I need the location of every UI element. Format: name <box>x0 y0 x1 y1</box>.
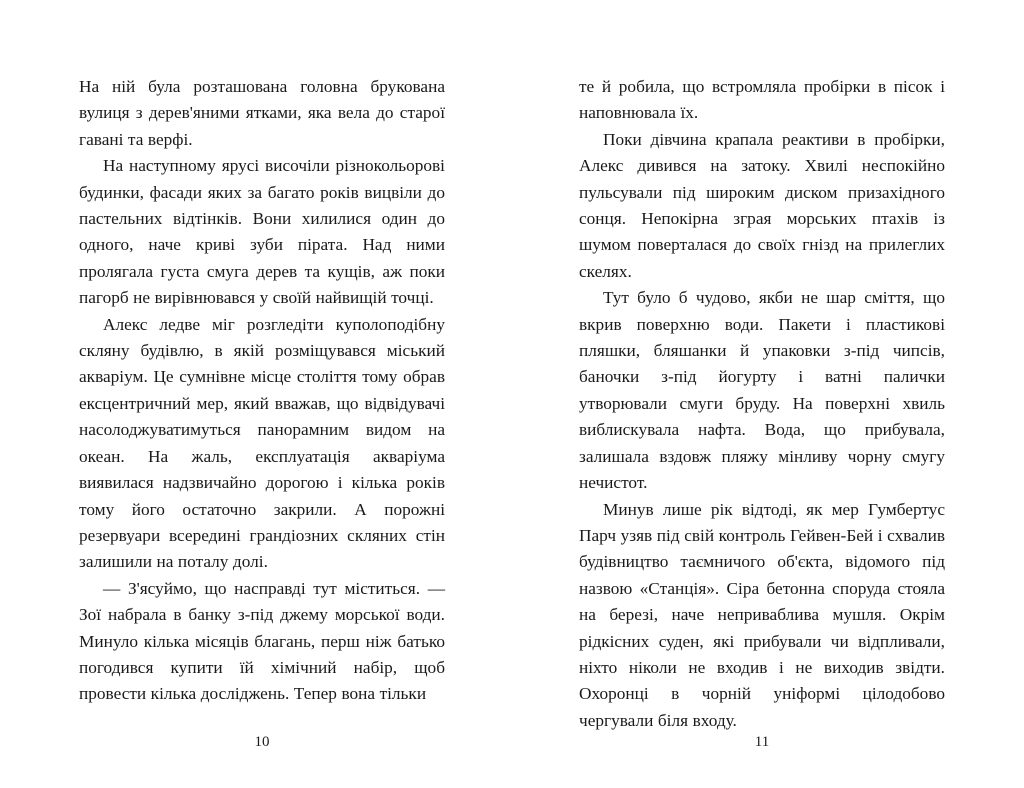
left-paragraph-3: Алекс ледве міг розгледіти куполоподібну скляну будівлю, в якій розміщувався міський акваріум. Це сумнівне місце століття тому обрав ексцентричний мер, який вважав, що відвідувачі насолоджуватимуться панорамним видом на океан. На жаль, експлуатація акваріума виявилася надзвичайно дорогою і кілька років тому його остаточно закрили. А порожні резервуари всередині грандіозних скляних стін залишили на поталу долі. <box>79 314 445 572</box>
left-paragraph-4: — З'ясуймо, що насправді тут міститься. — Зої набрала в банку з-під джему морської води. Минуло кілька місяців благань, перш ніж батько погодився купити їй хімічний набір, щоб провести кілька досліджень. Тепер вона тільки <box>79 578 445 704</box>
right-page <box>579 74 945 774</box>
right-page-number: 11 <box>754 734 770 750</box>
left-paragraph-2: На наступному ярусі височіли різнокольорові будинки, фасади яких за багато років вицвіли до пастельних відтінків. Вони хилилися один до одного, наче криві зуби пірата. Над ними пролягала густа смуга дерев та кущів, аж поки пагорб не вирівнювався у своїй найвищій точці. <box>79 156 445 308</box>
right-paragraph-4: Минув лише рік відтоді, як мер Гумбертус Парч узяв під свій контроль Гейвен-Бей і схвалив будівництво таємничого об'єкта, відомого під назвою «Станція». Сіра бетонна споруда стояла на березі, наче неприваблива мушля. Окрім рідкісних суден, які прибували чи відпливали, ніхто ніколи не входив і не виходив звідти. Охоронці в чорній уніформі цілодобово чергували біля входу. <box>579 499 945 730</box>
left-page-text <box>79 74 445 708</box>
right-paragraph-3: Тут було б чудово, якби не шар сміття, що вкрив поверхню води. Пакети і пластикові пляшки, бляшанки й упаковки з-під чипсів, баночки з-під йогурту і ватні палички утворювали смуги бруду. На поверхні хвиль виблискувала нафта. Вода, що прибувала, залишала вздовж пляжу мінливу чорну смугу нечистот. <box>579 288 945 493</box>
left-paragraph-1: На ній була розташована головна брукована вулиця з дерев'яними ятками, яка вела до старої гавані та верфі. <box>79 77 445 149</box>
left-page <box>79 74 445 774</box>
right-paragraph-1: те й робила, що встромляла пробірки в пісок і наповнювала їх. <box>579 77 945 123</box>
right-page-text <box>579 74 945 734</box>
left-page-number: 10 <box>254 734 270 750</box>
right-paragraph-2: Поки дівчина крапала реактиви в пробірки, Алекс дивився на затоку. Хвилі неспокійно пульсували під широким диском призахідного сонця. Непокірна зграя морських птахів із шумом поверталася до своїх гнізд на прилеглих скелях. <box>579 129 945 281</box>
